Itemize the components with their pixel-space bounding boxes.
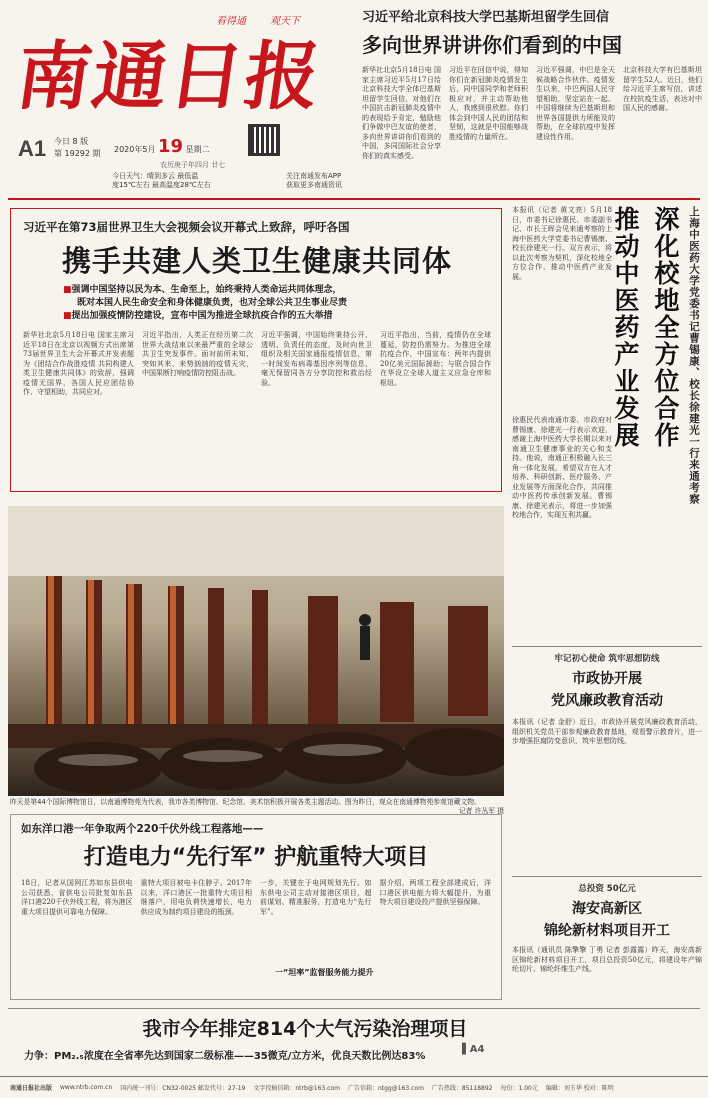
top-story-headline: 多向世界讲讲你们看到的中国 bbox=[362, 33, 622, 57]
jump-page: A4 bbox=[469, 1044, 485, 1055]
footer-ad[interactable]: 广告信箱：ntgg@163.com bbox=[347, 1085, 424, 1092]
page-letter: A1 bbox=[18, 136, 47, 161]
lead-story bbox=[10, 208, 502, 492]
haian-head-b: 锦纶新材料项目开工 bbox=[544, 923, 670, 939]
bottom-headline: 我市今年排定814个大气污染治理项目 bbox=[142, 1018, 468, 1040]
right-headline-c: 推动中医药产业发展 bbox=[611, 206, 640, 449]
footer-website[interactable]: www.ntrb.com.cn bbox=[60, 1084, 113, 1091]
date-block bbox=[114, 136, 210, 157]
qr-code-icon[interactable] bbox=[248, 124, 280, 156]
right-divider-2 bbox=[512, 876, 702, 877]
lead-col1: 新华社北京5月18日电 国家主席习近平18日在北京以视频方式出席第73届世界卫生大会开幕式并发表题为《团结合作战胜疫情 共同构建人类卫生健康共同体》的致辞，强调疫情无国界，各国人民应团结协作、守望相助，共同应对。 bbox=[23, 331, 134, 396]
power-col4: 据介绍，两项工程全部建成后，洋口港区供电能力将大幅提升，为重特大项目建设投产提供坚强保障。 bbox=[379, 879, 491, 906]
app-line2: 获取更多南通资讯 bbox=[286, 181, 342, 189]
lunar-date: 农历庚子年四月 廿七 bbox=[160, 161, 226, 169]
footer-publisher: 南通日报社出版 bbox=[10, 1085, 53, 1092]
top-story bbox=[362, 6, 702, 194]
bottom-subhead: 力争：PM₂.₅浓度在全省率先达到国家二级标准——35微克/立方米，优良天数比例达83% bbox=[24, 1051, 426, 1062]
power-col3: 一步，关键在于电网规划先行。如东供电公司主动对接港区项目，超前谋划、精准服务，打造电力“先行军”。 bbox=[260, 879, 372, 916]
footer-mail[interactable]: 文字投稿信箱：ntrb@163.com bbox=[253, 1085, 340, 1092]
newspaper-logo bbox=[11, 8, 348, 120]
lead-bullets bbox=[23, 284, 491, 323]
app-promo bbox=[286, 172, 342, 190]
top-story-col4: 北京科技大学有巴基斯坦留学生52人。近日，他们给习近平主席写信，讲述在校抗疫生活，表达对中国人民的感谢。 bbox=[623, 66, 702, 112]
right-headline-b: 深化校地全方位合作 bbox=[651, 206, 680, 449]
power-col1: 18日，记者从国网江苏如东县供电公司获悉，省供电公司批复如东县洋口港220千伏外线工程，将为港区重大项目提供可靠电力保障。 bbox=[21, 879, 133, 916]
politics-body: 本报讯（记者 金舒）近日，市政协开展党风廉政教育活动，组织机关党员干部参观廉政教育基地，观看警示教育片，进一步增强拒腐防变意识，筑牢思想防线。 bbox=[512, 718, 702, 745]
lead-bullet1: 强调中国坚持以民为本、生命至上，始终秉持人类命运共同体理念， bbox=[71, 285, 342, 295]
right-headline-vertical bbox=[611, 206, 702, 638]
museum-photo bbox=[8, 506, 504, 796]
top-story-kicker: 习近平给北京科技大学巴基斯坦留学生回信 bbox=[362, 10, 610, 25]
jump-page-link[interactable] bbox=[462, 1044, 484, 1055]
power-col2: 重特大项目被电卡住脖子。2017年以来，洋口港区一批重特大项目相继落户，用电负荷快速增长，电力供应成为制约项目建设的瓶颈。 bbox=[140, 879, 252, 916]
footer bbox=[0, 1076, 708, 1098]
lead-bullet1b: 既对本国人民生命安全和身体健康负责，也对全球公共卫生事业尽责 bbox=[77, 298, 348, 308]
date-prefix: 2020年5月 bbox=[114, 145, 156, 154]
weather-line1: 今日天气：晴到多云 最低温 bbox=[112, 172, 199, 180]
date-day: 19 bbox=[158, 136, 184, 157]
haian-kicker: 总投资 50亿元 bbox=[578, 884, 636, 894]
lead-col2: 习近平指出，人类正在经历第二次世界大战结束以来最严重的全球公共卫生突发事件。面对前所未知、突如其来、来势汹汹的疫情天灾，中国果断打响疫情防控阻击战。 bbox=[142, 331, 253, 377]
politics-story bbox=[512, 652, 702, 884]
footer-editor: 编辑：刘玉华 校对：陈明 bbox=[545, 1085, 614, 1092]
footer-phone: 广告热线：85118892 bbox=[431, 1085, 493, 1092]
power-headline: 打造电力“先行军” 护航重特大项目 bbox=[83, 845, 429, 870]
bullet-square-icon: ■ bbox=[63, 285, 72, 295]
masthead bbox=[0, 0, 708, 196]
footer-price: 每份：1.00元 bbox=[500, 1085, 538, 1092]
issue-number: 第 19292 期 bbox=[54, 149, 101, 158]
weather-line2: 度15℃左右 最高温度28℃左右 bbox=[112, 181, 211, 189]
slogan-right: 观天下 bbox=[270, 16, 300, 27]
power-story bbox=[10, 814, 502, 1000]
right-divider-1 bbox=[512, 646, 702, 647]
app-line1: 关注南通发布APP bbox=[286, 172, 342, 180]
bullet-square-icon: ■ bbox=[63, 311, 72, 321]
issue-info bbox=[54, 136, 101, 160]
page-number bbox=[18, 136, 46, 162]
lead-col3: 习近平强调，中国始终秉持公开、透明、负责任的态度，及时向世卫组织及相关国家通报疫情信息，第一时间发布病毒基因序列等信息，毫无保留同各方分享防控和救治经验。 bbox=[261, 331, 372, 387]
haian-head-a: 海安高新区 bbox=[572, 901, 642, 917]
right-column bbox=[512, 206, 702, 1006]
top-story-col2: 习近平在回信中说，得知你们在新冠肺炎疫情发生后，同中国同学和老师积极应对，并主动帮助他人，我感到很欣慰。你们体会到中国人民的团结和坚韧，这就是中国能够战胜疫情的力量所在。 bbox=[449, 66, 528, 141]
masthead-divider bbox=[8, 198, 700, 200]
politics-kicker: 牢记初心使命 筑牢思想防线 bbox=[554, 654, 660, 664]
logo-text: 南通日报 bbox=[11, 34, 328, 120]
right-body: 徐惠民代表南通市委、市政府对曹锡康、徐建光一行表示欢迎，感谢上海中医药大学长期以来对南通卫生健康事业的关心和支持。他说，南通正积极融入长三角一体化发展，希望双方在人才培养、科研创新、医疗服务、产业发展等方面深化合作，共同推动中医药传承创新发展。曹锡康、徐建光表示，将进一步加强校地合作，实现互利共赢。 bbox=[512, 416, 612, 519]
today-pages: 今日 8 版 bbox=[54, 137, 89, 146]
power-kicker: 如东洋口港一年争取两个220千伏外线工程落地—— bbox=[21, 823, 264, 835]
politics-head-a: 市政协开展 bbox=[572, 671, 642, 687]
top-story-col3: 习近平强调，中巴是全天候战略合作伙伴。疫情发生以来，中巴两国人民守望相助，坚定站在一起。中国将继续为巴基斯坦和世界各国提供力所能及的帮助，在全球抗疫中发挥建设性作用。 bbox=[536, 66, 615, 141]
slogan-left: 看得通 bbox=[216, 16, 246, 27]
haian-body: 本报讯（通讯员 陈擎擎 丁勇 记者 彭露露）昨天，海安高新区锦纶新材料项目开工，项目总投资50亿元，将建设年产锦纶切片、锦纶纤维生产线。 bbox=[512, 946, 702, 973]
photo-credit: 记者 许丛军 摄 bbox=[458, 807, 504, 815]
jump-arrow-icon: ▌ bbox=[462, 1044, 470, 1055]
power-subhead: 一“坦率”监督服务能力提升 bbox=[275, 968, 374, 977]
lead-bullet2: 提出加强疫情防控建设，宣布中国为推进全球抗疫合作的五大举措 bbox=[71, 311, 333, 321]
politics-head-b: 党风廉政教育活动 bbox=[551, 693, 663, 709]
bottom-story bbox=[10, 1014, 700, 1070]
right-intro: 本报讯（记者 黄文亮）5月18日，市委书记徐惠民、市委副书记、市长王晖会见来通考察的上海中医药大学党委书记曹锡康、校长徐建光一行。双方表示，将以此次考察为契机，深化校地全方位合作，推动中医药产业发展。 bbox=[512, 206, 612, 281]
photo-caption: 昨天是第44个国际博物馆日，以南通博物苑为代表，我市各类博物馆、纪念馆、美术馆积极开展各类主题活动。图为昨日，观众在南通博物苑参观馆藏文物。 bbox=[10, 798, 481, 806]
weather bbox=[112, 172, 211, 190]
weekday: 星期二 bbox=[185, 145, 210, 154]
lead-headline: 携手共建人类卫生健康共同体 bbox=[61, 244, 452, 278]
lead-col4: 习近平指出，当前，疫情仍在全球蔓延，防控仍需努力。为推进全球抗疫合作，中国宣布：两年内提供20亿美元国际援助；与联合国合作在华设立全球人道主义应急仓库和枢纽。 bbox=[380, 331, 491, 387]
bottom-divider bbox=[8, 1008, 700, 1009]
right-headline-a: 上海中医药大学党委书记曹锡康、校长徐建光一行来通考察 bbox=[688, 206, 700, 505]
top-story-col1: 新华社北京5月18日电 国家主席习近平5月17日给北京科技大学全体巴基斯坦留学生回信，对他们在中国抗击新冠肺炎疫情中的表现给予肯定，勉励他们争做中巴友谊的使者，多向世界讲讲你们看到的中国，多同国际社会分享你们的真实感受。 bbox=[362, 66, 441, 160]
lead-kicker: 习近平在第73届世界卫生大会视频会议开幕式上致辞，呼吁各国 bbox=[23, 220, 350, 234]
footer-cn: 国内统一刊号：CN32-0025 邮发代号：27-19 bbox=[120, 1085, 246, 1092]
